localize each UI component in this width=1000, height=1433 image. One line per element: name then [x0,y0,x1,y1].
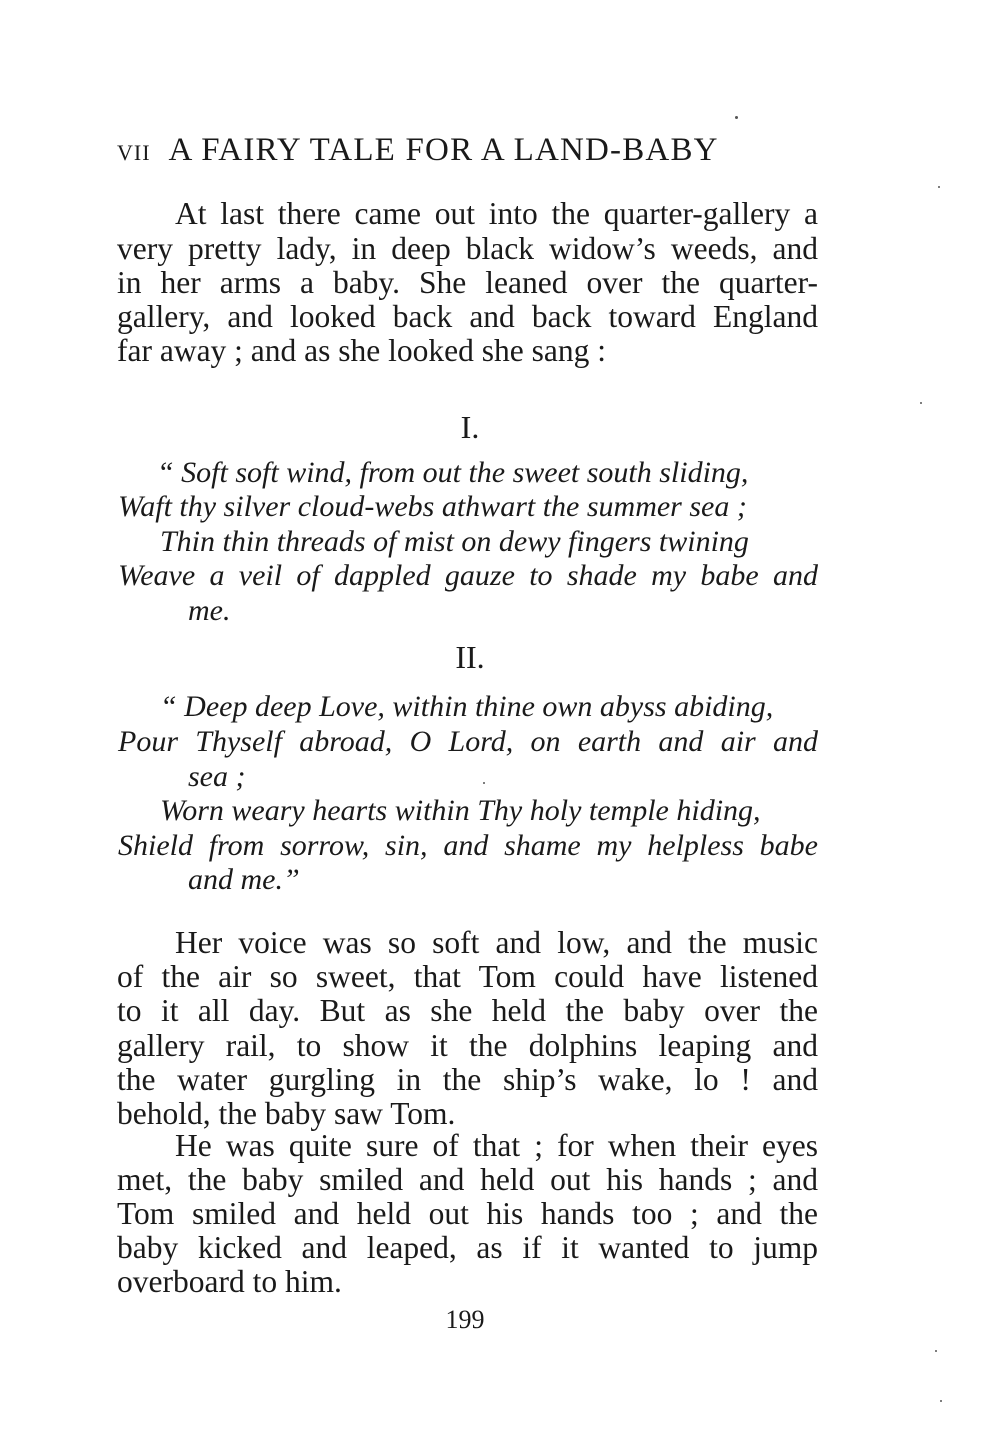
scan-speck [940,1400,942,1402]
stanza-number: I. [460,409,480,445]
verse-line: and me.” [188,863,300,896]
prose-line: overboard to him. [117,1264,342,1299]
prose-line: behold, the baby saw Tom. [117,1096,456,1131]
prose-line: to it all day. But as she held the baby over the [117,993,818,1028]
verse-line: “ Deep deep Love, within thine own abyss abiding, [160,690,774,723]
verse-line: Weave a veil of dappled gauze to shade my babe and [118,559,818,592]
stanza-number: II. [455,639,485,675]
prose-line: gallery rail, to show it the dolphins leaping and [117,1028,818,1063]
prose-line: Her voice was so soft and low, and the music [175,925,818,960]
scan-speck [483,782,485,784]
chapter-title: A FAIRY TALE FOR A LAND-BABY [168,132,719,168]
verse-line: Pour Thyself abroad, O Lord, on earth and air and [118,725,818,758]
page-number: 199 [445,1305,485,1334]
chapter-number: VII [117,140,151,165]
prose-line: met, the baby smiled and held out his hands ; and [117,1162,818,1197]
prose-line: very pretty lady, in deep black widow’s weeds, and [117,231,818,266]
verse-line: “ Soft soft wind, from out the sweet south sliding, [157,456,749,489]
verse-line: Shield from sorrow, sin, and shame my helpless babe [118,829,818,862]
scan-speck [735,116,738,119]
running-header [117,132,817,169]
scan-speck [938,186,940,188]
verse-line: Worn weary hearts within Thy holy temple hiding, [160,794,761,827]
prose-line: baby kicked and leaped, as if it wanted to jump [117,1230,818,1265]
verse-line: sea ; [188,760,246,793]
prose-line: He was quite sure of that ; for when their eyes [175,1128,818,1163]
scan-speck [935,1350,937,1352]
verse-line: Waft thy silver cloud-webs athwart the summer sea ; [118,490,747,523]
prose-line: of the air so sweet, that Tom could have listened [117,959,818,994]
prose-line: the water gurgling in the ship’s wake, lo ! and [117,1062,818,1097]
prose-line: far away ; and as she looked she sang : [117,333,606,368]
prose-line: gallery, and looked back and back toward England [117,299,818,334]
prose-line: At last there came out into the quarter-gallery a [175,196,818,231]
prose-line: in her arms a baby. She leaned over the quarter- [117,265,818,300]
verse-line: Thin thin threads of mist on dewy fingers twining [160,525,749,558]
prose-line: Tom smiled and held out his hands too ; and the [117,1196,818,1231]
scan-speck [920,402,922,404]
verse-line: me. [188,594,231,627]
